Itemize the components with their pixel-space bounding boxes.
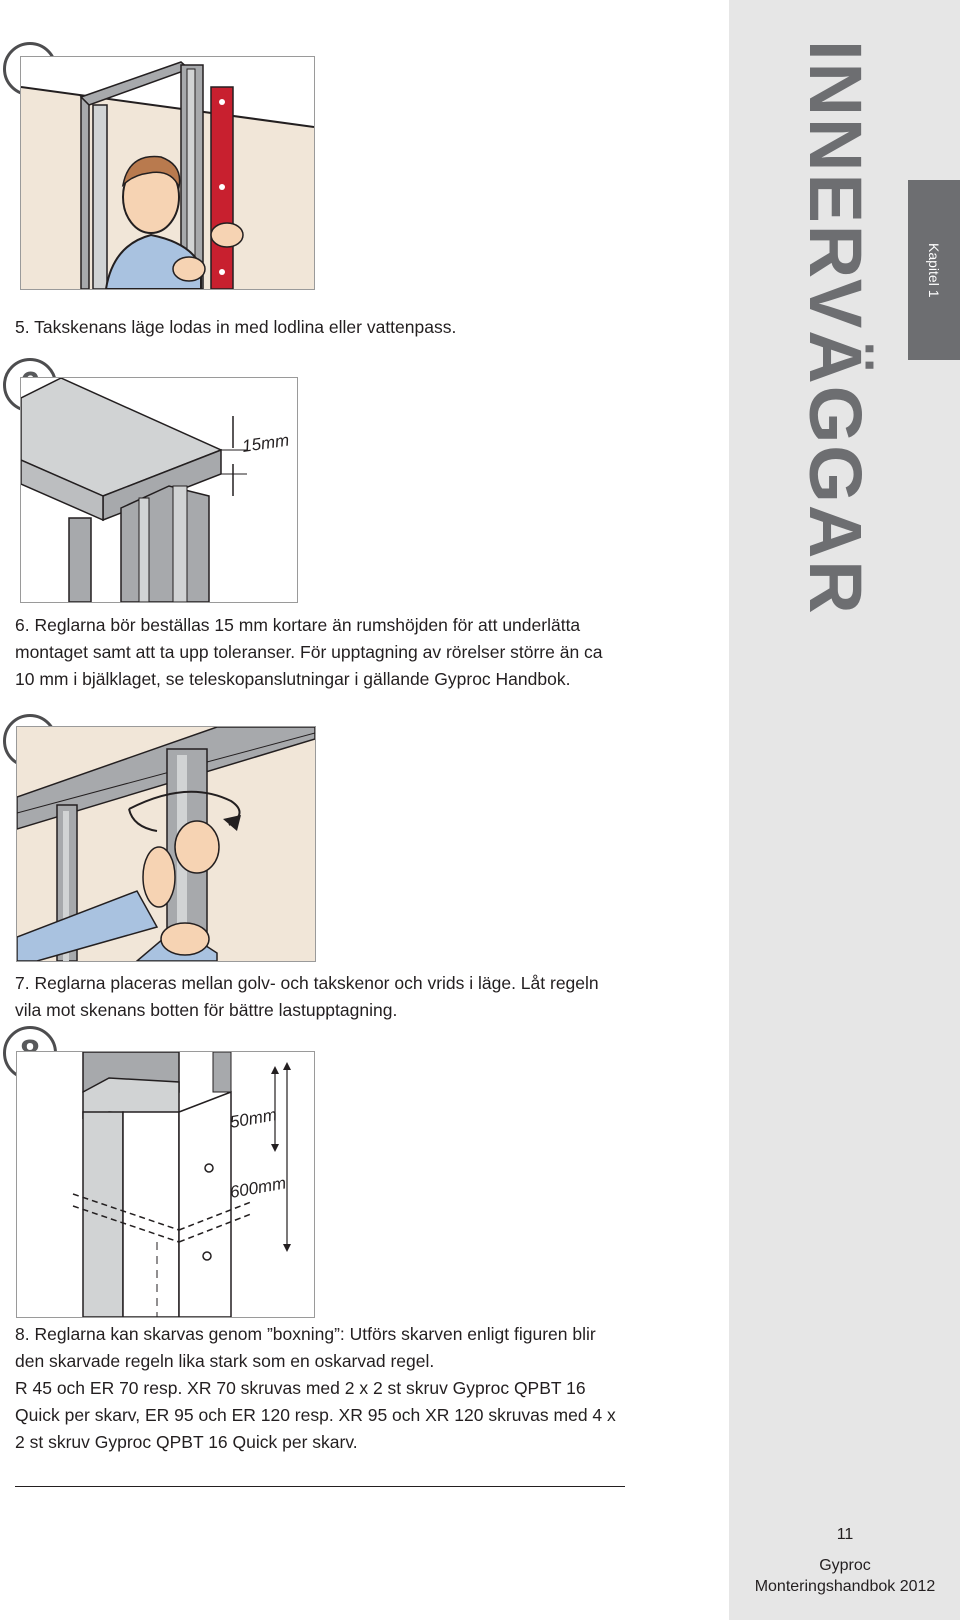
step-7-illustration	[16, 726, 316, 962]
step-5-caption: 5. Takskenans läge lodas in med lodlina eller vattenpass.	[15, 317, 457, 337]
fig6-dimension-label: 15mm	[240, 430, 291, 456]
step-6-drawing	[21, 378, 297, 602]
step-8-note: R 45 och ER 70 resp. XR 70 skruvas med 2 x 2 st skruv Gyproc QPBT 16 Quick per skarv, ER 95 och ER 120 resp. XR 95 och XR 120 skruvas med 4 x 2 st skruv Gyproc QPBT 16 Quick per skarv.	[15, 1378, 616, 1452]
step-8-illustration	[16, 1051, 315, 1318]
page-number: 11	[836, 1526, 854, 1543]
chapter-tab[interactable]	[908, 180, 960, 360]
step-7-caption: 7. Reglarna placeras mellan golv- och takskenor och vrids i läge. Låt regeln vila mot skenans botten för bättre lastupptagning.	[15, 973, 599, 1020]
fig8-dimension-a-label: 50mm	[228, 1105, 279, 1132]
chapter-tab-label: Kapitel 1	[926, 242, 942, 298]
step-7-drawing	[17, 727, 315, 961]
step-5-illustration	[20, 56, 315, 290]
step-6-caption: 6. Reglarna bör beställas 15 mm kortare än rumshöjden för att underlätta montaget samt att ta upp toleranser. För upptagning av rörelser större än ca 10 mm i bjälklaget, se teleskopanslutningar i gällande Gyproc Handbok.	[15, 615, 603, 689]
footer-brand: Gyproc	[819, 1557, 871, 1574]
step-6-illustration	[20, 377, 298, 603]
footer-publication: Monteringshandbok 2012	[754, 1578, 936, 1595]
divider	[15, 1486, 625, 1487]
chapter-title: INNERVÄGGAR	[794, 40, 877, 616]
step-5-drawing	[21, 57, 314, 289]
step-8-drawing	[17, 1052, 314, 1317]
step-8-caption: 8. Reglarna kan skarvas genom ”boxning”: Utförs skarven enligt figuren blir den skarvade regeln lika stark som en oskarvad regel.	[15, 1324, 596, 1371]
fig8-dimension-b-label: 600mm	[228, 1173, 288, 1202]
